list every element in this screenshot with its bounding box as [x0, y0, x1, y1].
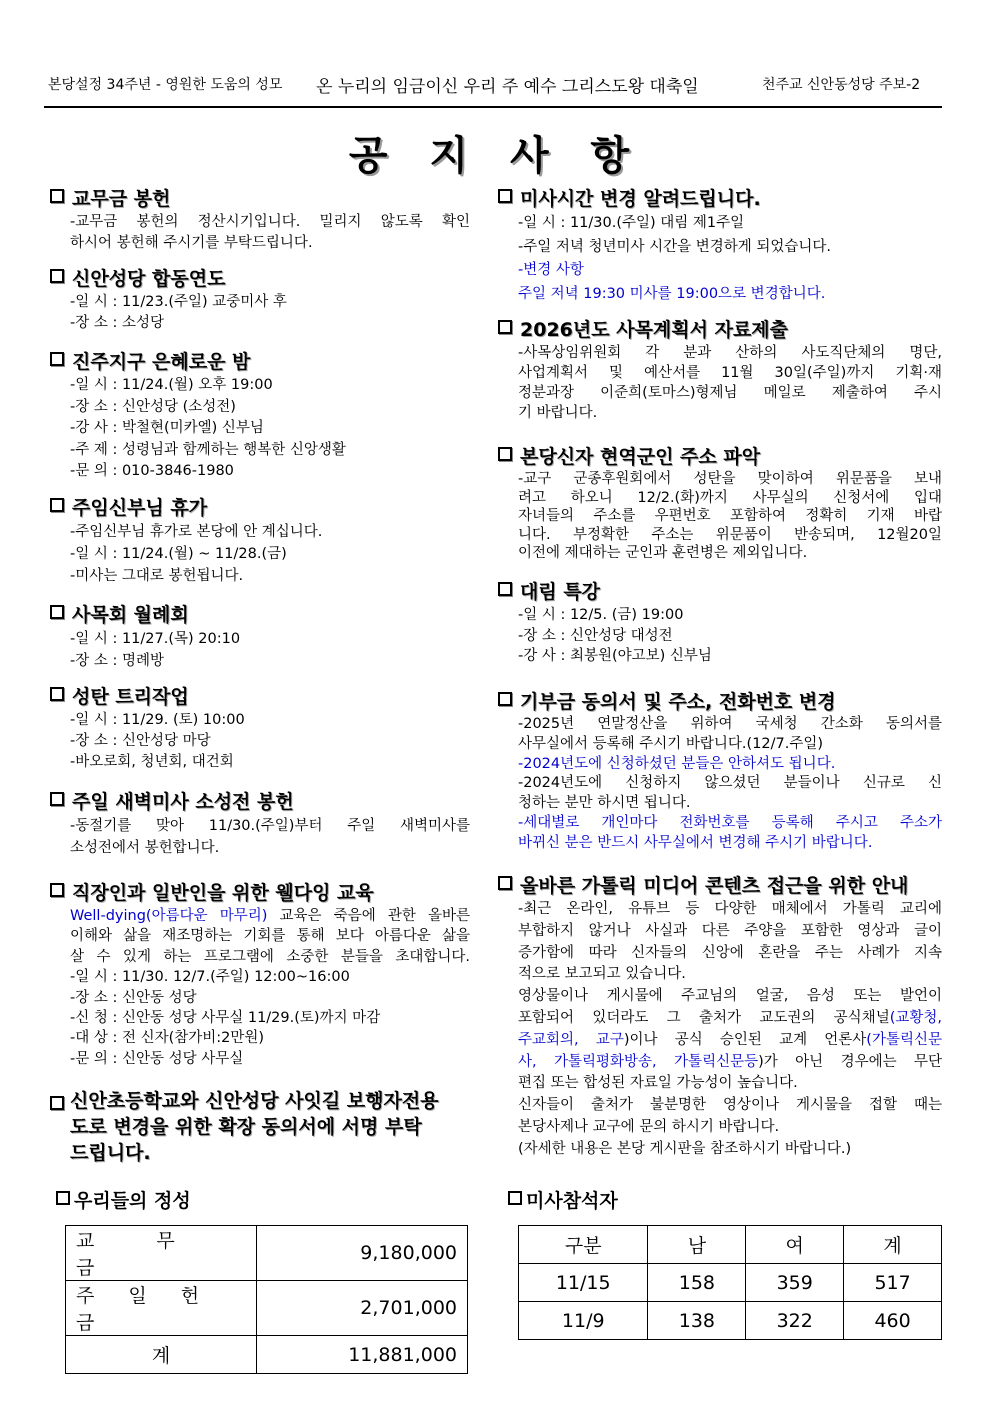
line-text: 편집 또는 합성된 자료일 가능성이 높습니다.: [518, 1075, 798, 1092]
page-title: 공 지 사 항: [348, 133, 644, 179]
notice-section: [498, 689, 942, 854]
offering-label: 교 무 금: [66, 1226, 257, 1281]
table-header-row: [519, 1226, 942, 1264]
section-line: [498, 1117, 942, 1139]
table-row: [66, 1281, 468, 1336]
checkbox-bullet-icon: [50, 792, 64, 806]
section-line: [498, 794, 942, 814]
header-left: 본당설정 34주년 - 영원한 도움의 성모: [48, 77, 283, 93]
section-heading: [498, 317, 942, 343]
section-line: [498, 943, 942, 965]
checkbox-bullet-icon: [498, 692, 512, 706]
section-heading: [498, 689, 942, 715]
section-line: [498, 646, 942, 667]
line-text: 정분과장 이준희(토마스)형제님 메일로 제출하여 주시: [518, 385, 942, 401]
petition-section: [50, 1088, 480, 1166]
table-row: [519, 1264, 942, 1302]
section-heading-text: 주임신부님 휴가: [72, 497, 208, 519]
notice-section: [498, 579, 942, 667]
line-text: -사목상임위원회 각 분과 산하의 사도직단체의 명단,: [518, 345, 942, 361]
highlighted-text: Well-dying(아름다운 마무리): [70, 908, 268, 924]
offering-label: 주 일 헌 금: [66, 1281, 257, 1336]
section-heading-text: 직장인과 일반인을 위한 웰다잉 교육: [72, 882, 374, 904]
section-line: [50, 313, 470, 334]
line-text: 이전에 제대하는 군인과 훈련병은 제외입니다.: [518, 545, 808, 562]
line-text: 바뀌신 분은 반드시 사무실에서 변경해 주시기 바랍니다.: [518, 834, 873, 851]
section-line: [498, 834, 942, 854]
checkbox-bullet-icon: [50, 269, 64, 283]
notice-section: [50, 495, 470, 587]
attendance-heading-text: 미사참석자: [526, 1190, 618, 1212]
line-text: -장 소 : 신안성당 마당: [70, 733, 211, 749]
section-line: [50, 947, 470, 967]
line-text: 려고 하오니 12/2.(화)까지 사무실의 신청서에 입대: [518, 489, 942, 506]
section-line: [50, 1028, 470, 1048]
section-line: [50, 212, 470, 233]
line-text: -교무금 봉헌의 정산시기입니다. 밀리지 않도록 확인: [70, 214, 470, 230]
line-text: 살 수 있게 하는 프로그램에 소중한 분들을 초대합니다.: [70, 948, 470, 965]
petition-line: 도로 변경을 위한 확장 동의서에 서명 부탁: [70, 1116, 422, 1138]
section-line: [498, 1139, 942, 1161]
checkbox-bullet-icon: [508, 1191, 522, 1205]
total-cell: 517: [844, 1264, 942, 1302]
checkbox-bullet-icon: [498, 447, 512, 461]
section-heading-text: 성탄 트리작업: [72, 686, 189, 708]
section-line: [50, 731, 470, 752]
section-heading-text: 사목회 월례회: [72, 604, 189, 626]
line-text: 이해와 삶을 재조명하는 기회를 통해 보다 아름다운 삶을: [70, 928, 470, 945]
checkbox-bullet-icon: [498, 189, 512, 203]
section-line: [498, 259, 942, 283]
section-line: [498, 735, 942, 755]
checkbox-bullet-icon: [50, 189, 64, 203]
line-text: 사무실에서 등록해 주시기 바랍니다.(12/7.주일): [518, 735, 824, 752]
section-line: [50, 233, 470, 254]
section-line: [498, 403, 942, 423]
section-line: [498, 605, 942, 626]
offering-label: 계: [66, 1336, 257, 1374]
section-line: [498, 507, 942, 526]
section-heading: [50, 880, 470, 906]
total-cell: 460: [844, 1302, 942, 1340]
notice-section: [498, 186, 942, 306]
section-line: [50, 521, 470, 543]
checkbox-bullet-icon: [50, 687, 64, 701]
section-line: [50, 565, 470, 587]
offerings-table: [65, 1225, 468, 1374]
section-heading: [50, 186, 470, 212]
section-line: [50, 752, 470, 773]
header-right: 천주교 신안동성당 주보-2: [762, 77, 921, 93]
line-text: 본당사제나 교구에 문의 하시기 바랍니다.: [518, 1118, 780, 1135]
section-heading: [50, 266, 470, 292]
table-row: [66, 1336, 468, 1374]
section-line: [50, 461, 470, 483]
petition-line: 드립니다.: [70, 1142, 151, 1164]
line-text: -일 시 : 11/29. (토) 10:00: [70, 712, 245, 728]
line-text: -신 청 : 신안동 성당 사무실 11/29.(토)까지 마감: [70, 1009, 381, 1026]
line-text: -일 시 : 11/30. 12/7.(주일) 12:00~16:00: [70, 969, 350, 986]
notice-section: [498, 444, 942, 563]
line-text: -세대별로 개인마다 전화번호를 등록해 주시고 주소가: [518, 814, 942, 831]
line-text: 자녀들의 주소를 우편번호 포함하여 정확히 기재 바랍: [518, 508, 942, 525]
section-line: [498, 212, 942, 236]
table-row: [519, 1302, 942, 1340]
column-header: 남: [648, 1226, 746, 1264]
attendance-table: [518, 1225, 942, 1340]
notice-section: [50, 602, 470, 672]
section-line: [50, 926, 470, 946]
female-cell: 359: [746, 1264, 844, 1302]
line-text: -강 사 : 박철현(미카엘) 신부님: [70, 420, 264, 436]
date-cell: 11/9: [519, 1302, 648, 1340]
offering-amount: 2,701,000: [257, 1281, 468, 1336]
line-text: -교구 군종후원회에서 성탄을 맞이하여 위문품을 보내: [518, 471, 942, 487]
section-line: [498, 899, 942, 921]
line-text: 교육은 죽음에 관한 올바른: [267, 908, 470, 924]
section-line: [50, 967, 470, 987]
section-heading: [50, 684, 470, 710]
line-text: -주임신부님 휴가로 본당에 안 계십니다.: [70, 524, 323, 540]
section-heading-text: 기부금 동의서 및 주소, 전화번호 변경: [520, 691, 836, 713]
offerings-heading-text: 우리들의 정성: [74, 1190, 191, 1212]
notice-section: [50, 266, 470, 334]
section-line: [50, 988, 470, 1008]
section-line: [498, 383, 942, 403]
section-line: [498, 921, 942, 943]
section-heading-text: 미사시간 변경 알려드립니다.: [520, 188, 761, 210]
section-heading-text: 신안성당 합동연도: [72, 268, 226, 290]
notice-section: [498, 317, 942, 423]
line-text: -문 의 : 010-3846-1980: [70, 463, 234, 479]
section-line: [498, 526, 942, 545]
line-text: -동절기를 맞아 11/30.(주일)부터 주일 새벽미사를: [70, 818, 470, 834]
section-line: [498, 964, 942, 986]
date-cell: 11/15: [519, 1264, 648, 1302]
header-divider: [44, 106, 942, 108]
petition-heading: [50, 1088, 480, 1166]
section-heading: [50, 495, 470, 521]
section-line: [498, 544, 942, 563]
checkbox-bullet-icon: [498, 320, 512, 334]
notice-section: [50, 880, 470, 1069]
section-line: [50, 397, 470, 419]
section-line: [498, 1008, 942, 1030]
table-row: [66, 1226, 468, 1281]
line-text: 기 바랍니다.: [518, 405, 598, 421]
section-heading-text: 올바른 가톨릭 미디어 콘텐츠 접근을 위한 안내: [520, 875, 909, 897]
checkbox-bullet-icon: [498, 876, 512, 890]
line-text: 신자들이 출처가 불분명한 영상이나 게시물을 접할 때는: [518, 1097, 942, 1114]
highlighted-text: 주교회의, 교구: [518, 1031, 624, 1048]
checkbox-bullet-icon: [50, 1096, 64, 1110]
highlighted-text: (교황청,: [889, 1009, 942, 1026]
column-header: 구분: [519, 1226, 648, 1264]
line-text: 적으로 보고되고 있습니다.: [518, 966, 686, 983]
column-header: 여: [746, 1226, 844, 1264]
section-line: [498, 470, 942, 489]
section-line: [498, 489, 942, 508]
section-heading-text: 본당신자 현역군인 주소 파악: [520, 446, 761, 468]
notice-section: [50, 684, 470, 773]
section-line: [498, 343, 942, 363]
line-text: (자세한 내용은 본당 게시판을 참조하시기 바랍니다.): [518, 1140, 852, 1157]
section-line: [498, 283, 942, 307]
line-text: -일 시 : 11/23.(주일) 교중미사 후: [70, 294, 287, 310]
line-text: -장 소 : 명례방: [70, 653, 164, 669]
line-text: 하시어 봉헌해 주시기를 부탁드립니다.: [70, 235, 313, 251]
highlighted-text: (가톨릭신문: [866, 1031, 942, 1048]
line-text: -일 시 : 12/5. (금) 19:00: [518, 607, 684, 623]
section-line: [498, 1073, 942, 1095]
section-line: [50, 815, 470, 837]
section-line: [498, 1095, 942, 1117]
section-heading-text: 대림 특강: [520, 581, 601, 603]
section-heading: [50, 602, 470, 628]
notice-section: [50, 186, 470, 254]
line-text: -주 제 : 성령님과 함께하는 행복한 신앙생활: [70, 441, 346, 458]
section-heading: [498, 186, 942, 212]
section-heading: [50, 349, 470, 375]
section-line: [50, 1049, 470, 1069]
line-text: -문 의 : 신안동 성당 사무실: [70, 1050, 244, 1067]
column-header: 계: [844, 1226, 942, 1264]
line-text: -일 시 : 11/24.(월) 오후 19:00: [70, 377, 273, 393]
line-text: -변경 사항: [518, 262, 584, 278]
section-heading: [498, 444, 942, 470]
checkbox-bullet-icon: [50, 498, 64, 512]
line-text: )가 아닌 경우에는 무단: [758, 1053, 942, 1070]
section-heading: [498, 873, 942, 899]
line-text: -최근 온라인, 유튜브 등 다양한 매체에서 가톨릭 교리에: [518, 901, 942, 917]
notice-section: [498, 873, 942, 1161]
section-line: [50, 418, 470, 440]
section-line: [498, 1052, 942, 1074]
section-line: [50, 543, 470, 565]
section-line: [498, 715, 942, 735]
checkbox-bullet-icon: [50, 605, 64, 619]
line-text: 소성전에서 봉헌합니다.: [70, 840, 220, 856]
section-line: [50, 628, 470, 650]
section-heading-text: 교무금 봉헌: [72, 188, 171, 210]
line-text: -장 소 : 신안성당 (소성전): [70, 398, 236, 415]
line-text: 증가함에 따라 신자들의 신앙에 혼란을 주는 사례가 지속: [518, 944, 942, 961]
line-text: -일 시 : 11/27.(목) 20:10: [70, 631, 241, 647]
offering-amount: 9,180,000: [257, 1226, 468, 1281]
line-text: -2025년 연말정산을 위하여 국세청 간소화 동의서를: [518, 716, 942, 732]
section-line: [498, 236, 942, 260]
line-text: -바오로회, 청년회, 대건회: [70, 754, 234, 770]
section-line: [498, 755, 942, 775]
petition-line: 신안초등학교와 신안성당 사잇길 보행자전용: [70, 1090, 439, 1112]
section-line: [50, 292, 470, 313]
section-line: [50, 1008, 470, 1028]
line-text: -장 소 : 신안동 성당: [70, 989, 197, 1006]
section-line: [50, 440, 470, 462]
header-center: 온 누리의 임금이신 우리 주 예수 그리스도왕 대축일: [316, 77, 699, 97]
highlighted-text: 사, 가톨릭평화방송, 가톨릭신문등: [518, 1053, 759, 1070]
section-line: [50, 710, 470, 731]
male-cell: 158: [648, 1264, 746, 1302]
line-text: -2024년도에 신청하셨던 분들은 안하셔도 됩니다.: [518, 755, 836, 772]
section-line: [498, 986, 942, 1008]
section-line: [50, 375, 470, 397]
line-text: 주일 저녁 19:30 미사를 19:00으로 변경합니다.: [518, 285, 826, 302]
checkbox-bullet-icon: [50, 883, 64, 897]
section-line: [498, 363, 942, 383]
line-text: 영상물이나 게시물에 주교님의 얼굴, 음성 또는 발언이: [518, 988, 942, 1005]
checkbox-bullet-icon: [50, 352, 64, 366]
male-cell: 138: [648, 1302, 746, 1340]
line-text: 청하는 분만 하시면 됩니다.: [518, 795, 691, 812]
line-text: 사업계획서 및 예산서를 11월 30일(주일)까지 기획·재: [518, 365, 942, 381]
offering-amount: 11,881,000: [257, 1336, 468, 1374]
female-cell: 322: [746, 1302, 844, 1340]
checkbox-bullet-icon: [56, 1191, 70, 1205]
section-heading-text: 주일 새벽미사 소성전 봉헌: [72, 791, 294, 813]
line-text: -2024년도에 신청하지 않으셨던 분들이나 신규로 신: [518, 775, 942, 792]
section-heading: [50, 789, 470, 815]
line-text: 부합하지 않거나 사실과 다른 주양을 포함한 영상과 글이: [518, 922, 942, 939]
line-text: -미사는 그대로 봉헌됩니다.: [70, 568, 244, 584]
section-line: [50, 837, 470, 859]
section-line: [498, 814, 942, 834]
line-text: -일 시 : 11/30.(주일) 대림 제1주일: [518, 215, 745, 231]
notice-section: [50, 789, 470, 859]
section-line: [498, 774, 942, 794]
line-text: -장 소 : 신안성당 대성전: [518, 627, 673, 644]
line-text: )이나 공식 승인된 교계 언론사: [623, 1031, 867, 1048]
line-text: 포함되어 있더라도 그 출처가 교도권의 공식채널: [518, 1009, 890, 1026]
line-text: 니다. 부정확한 주소는 위문품이 반송되며, 12월20일: [518, 526, 942, 543]
attendance-heading: [508, 1186, 618, 1213]
checkbox-bullet-icon: [498, 582, 512, 596]
section-heading-text: 진주지구 은혜로운 밤: [72, 351, 251, 373]
offerings-heading: [56, 1186, 191, 1213]
section-heading: [498, 579, 942, 605]
line-text: -강 사 : 최봉원(야고보) 신부님: [518, 648, 712, 664]
line-text: -장 소 : 소성당: [70, 315, 164, 331]
line-text: -일 시 : 11/24.(월) ~ 11/28.(금): [70, 546, 287, 562]
line-text: -주일 저녁 청년미사 시간을 변경하게 되었습니다.: [518, 238, 832, 255]
section-line: [50, 906, 470, 926]
notice-section: [50, 349, 470, 483]
section-heading-text: 2026년도 사목계획서 자료제출: [520, 319, 789, 341]
line-text: -대 상 : 전 신자(참가비:2만원): [70, 1030, 265, 1047]
section-line: [498, 1030, 942, 1052]
section-line: [498, 626, 942, 647]
section-line: [50, 650, 470, 672]
